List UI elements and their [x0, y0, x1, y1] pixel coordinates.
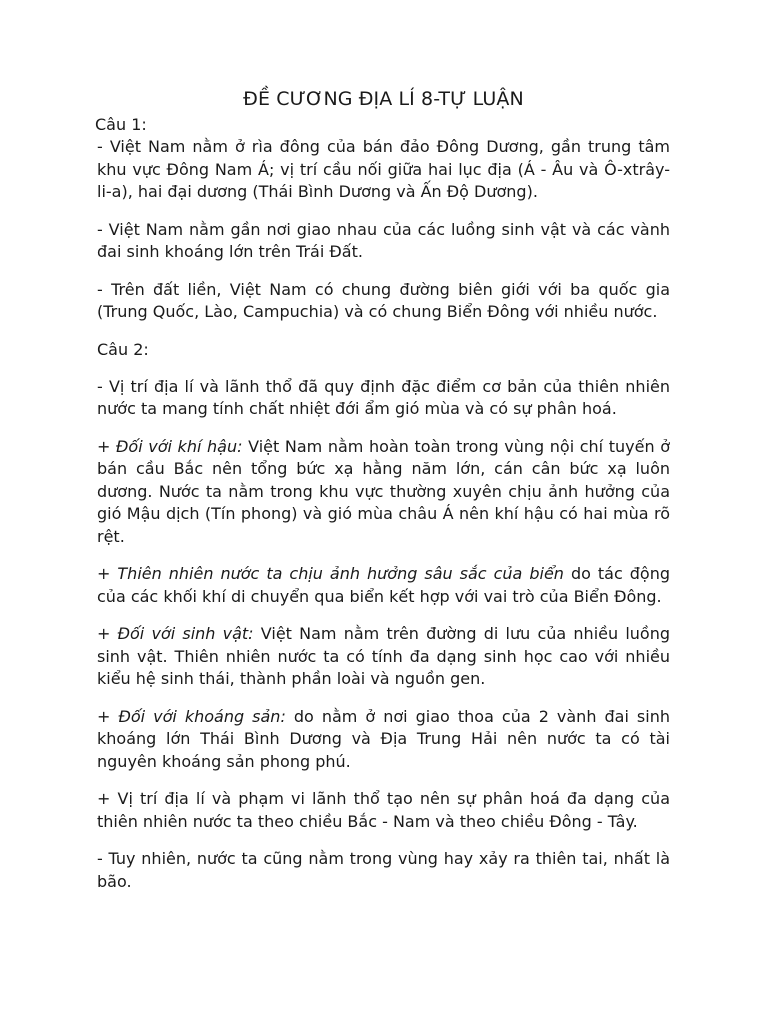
question-2-paragraph-differentiation: + Vị trí địa lí và phạm vi lãnh thổ tạo nên sự phân hoá đa dạng của thiên nhiên nước ta theo chiều Bắc - Nam và theo chiều Đông - Tây. — [97, 789, 670, 831]
question-1-paragraph-1: - Việt Nam nằm ở rìa đông của bán đảo Đông Dương, gần trung tâm khu vực Đông Nam Á; vị trí cầu nối giữa hai lục địa (Á - Âu và Ô-xtrây-li-a), hai đại dương (Thái Bình Dương và Ấn Độ Dương). — [97, 137, 670, 201]
question-2-paragraph-sea — [97, 563, 670, 608]
question-2-paragraph-climate — [97, 436, 670, 549]
climate-text: Việt Nam nằm hoàn toàn trong vùng nội chí tuyến ở bán cầu Bắc nên tổng bức xạ hằng năm lớn, cán cân bức xạ luôn dương. Nước ta nằm trong khu vực thường xuyên chịu ảnh hưởng của gió Mậu dịch (Tín phong) và gió mùa châu Á nên khí hậu có hai mùa rõ rệt. — [97, 436, 670, 546]
question-2-heading: Câu 2: — [97, 339, 149, 359]
question-1-paragraph-3: - Trên đất liền, Việt Nam có chung đường biên giới với ba quốc gia (Trung Quốc, Lào, Campuchia) và có chung Biển Đông với nhiều nước. — [97, 279, 670, 321]
climate-lead: + Đối với khí hậu: — [97, 436, 243, 456]
minerals-lead: + Đối với khoáng sản: — [97, 706, 286, 726]
question-2-paragraph-minerals — [97, 706, 670, 774]
sea-text: do tác động của các khối khí di chuyển qua biển kết hợp với vai trò của Biển Đông. — [97, 564, 670, 606]
question-1-heading: Câu 1: — [95, 115, 147, 134]
minerals-text: do nằm ở nơi giao thoa của 2 vành đai sinh khoáng lớn Thái Bình Dương và Địa Trung Hải nên nước ta có tài nguyên khoáng sản phong phú. — [97, 706, 670, 771]
biology-text: Việt Nam nằm trên đường di lưu của nhiều luồng sinh vật. Thiên nhiên nước ta có tính đa dạng sinh học cao với nhiều kiểu hệ sinh thái, thành phần loài và nguồn gen. — [97, 624, 670, 688]
question-2-paragraph-biology — [97, 623, 670, 691]
biology-lead: + Đối với sinh vật: — [97, 624, 254, 643]
question-2-paragraph-1: - Vị trí địa lí và lãnh thổ đã quy định đặc điểm cơ bản của thiên nhiên nước ta mang tính chất nhiệt đới ẩm gió mùa và có sự phân hoá. — [97, 376, 670, 418]
question-2-paragraph-disasters: - Tuy nhiên, nước ta cũng nằm trong vùng hay xảy ra thiên tai, nhất là bão. — [97, 849, 670, 891]
document-page — [97, 86, 670, 893]
document-title: ĐỀ CƯƠNG ĐỊA LÍ 8-TỰ LUẬN — [243, 88, 524, 110]
sea-lead: + Thiên nhiên nước ta chịu ảnh hưởng sâu sắc của biển — [97, 564, 564, 583]
question-1-paragraph-2: - Việt Nam nằm gần nơi giao nhau của các luồng sinh vật và các vành đai sinh khoáng lớn trên Trái Đất. — [97, 219, 670, 261]
